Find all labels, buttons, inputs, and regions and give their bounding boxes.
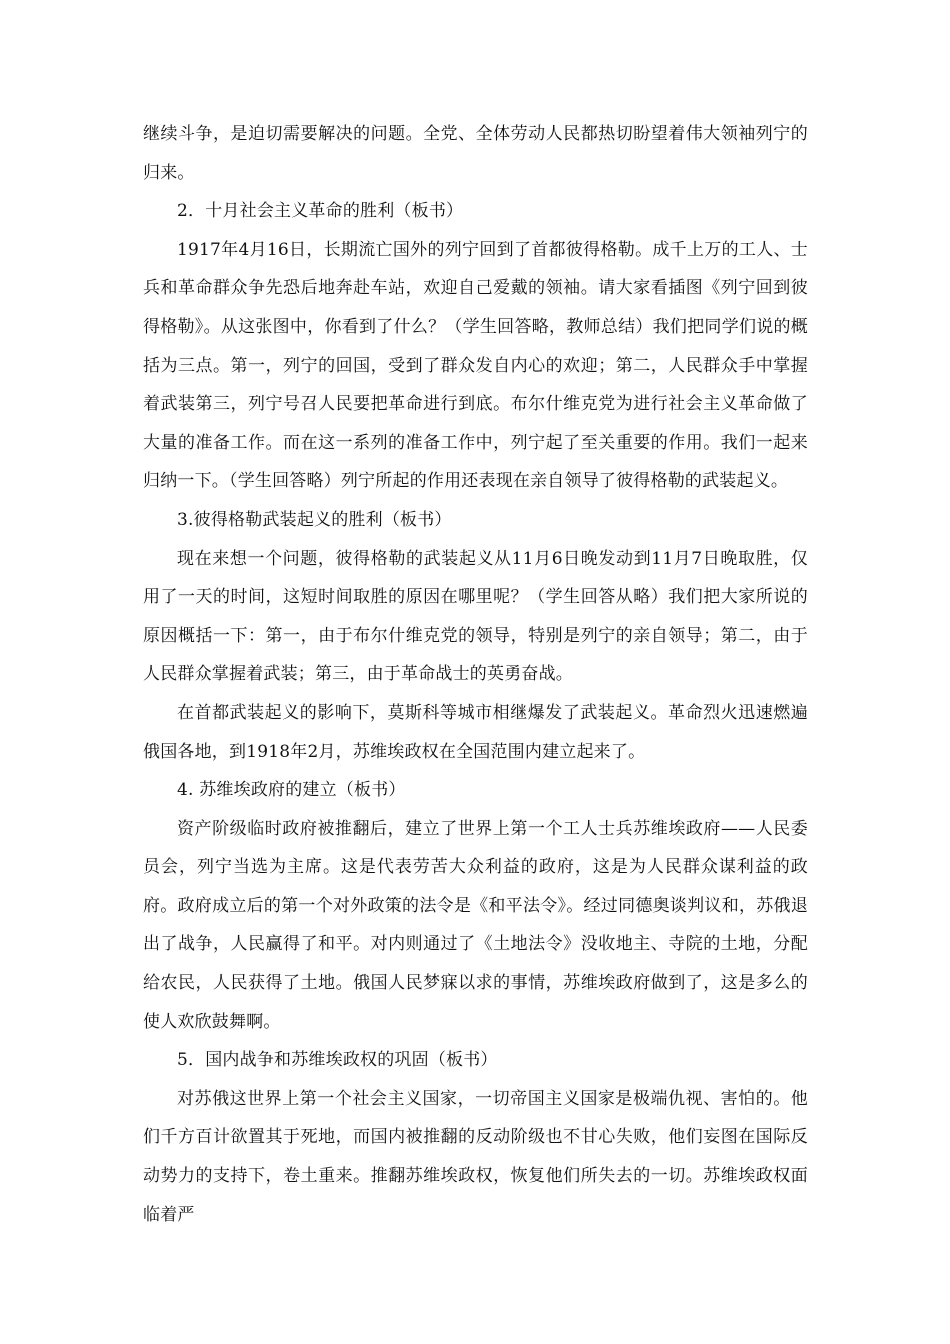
paragraph-soviet-government: 资产阶级临时政府被推翻后，建立了世界上第一个工人士兵苏维埃政府——人民委员会，列宁当选为主席。这是代表劳苦大众利益的政府，这是为人民群众谋利益的政府。政府成立后的第一个对外政策的法令是《和平法令》。经过同德奥谈判议和，苏俄退出了战争，人民赢得了和平。对内则通过了《土地法令》没收地主、寺院的土地，分配给农民，人民获得了土地。俄国人民梦寐以求的事情，苏维埃政府做到了，这是多么的使人欢欣鼓舞啊。	[143, 818, 808, 1032]
document-body	[143, 115, 808, 1234]
paragraph-civil-war: 对苏俄这世界上第一个社会主义国家，一切帝国主义国家是极端仇视、害怕的。他们千方百计欲置其于死地，而国内被推翻的反动阶级也不甘心失败，他们妄图在国际反动势力的支持下，卷土重来。推翻苏维埃政权，恢复他们所失去的一切。苏维埃政权面临着严	[143, 1088, 808, 1225]
section-heading-5: 5．国内战争和苏维埃政权的巩固（板书）	[177, 1050, 498, 1071]
paragraph-moscow-uprising: 在首都武装起义的影响下，莫斯科等城市相继爆发了武装起义。革命烈火迅速燃遍俄国各地，到1918年2月，苏维埃政权在全国范围内建立起来了。	[143, 702, 808, 762]
section-heading-3: 3.彼得格勒武装起义的胜利（板书）	[177, 509, 452, 530]
paragraph-continuation: 继续斗争，是迫切需要解决的问题。全党、全体劳动人民都热切盼望着伟大领袖列宁的归来。	[143, 124, 808, 183]
paragraph-lenin-return: 1917年4月16日，长期流亡国外的列宁回到了首都彼得格勒。成千上万的工人、士兵和革命群众争先恐后地奔赴车站，欢迎自己爱戴的领袖。请大家看插图《列宁回到彼得格勒》。从这张图中，你看到了什么？（学生回答略，教师总结）我们把同学们说的概括为三点。第一，列宁的回国，受到了群众发自内心的欢迎；第二，人民群众手中掌握着武装第三，列宁号召人民要把革命进行到底。布尔什维克党为进行社会主义革命做了大量的准备工作。而在这一系列的准备工作中，列宁起了至关重要的作用。我们一起来归纳一下。（学生回答略）列宁所起的作用还表现在亲自领导了彼得格勒的武装起义。	[143, 239, 808, 492]
section-heading-2: 2．十月社会主义革命的胜利（板书）	[177, 201, 464, 222]
paragraph-uprising-reasons: 现在来想一个问题，彼得格勒的武装起义从11月6日晚发动到11月7日晚取胜，仅用了一天的时间，这短时间取胜的原因在哪里呢？（学生回答从略）我们把大家所说的原因概括一下：第一，由于布尔什维克党的领导，特别是列宁的亲自领导；第二，由于人民群众掌握着武装；第三，由于革命战士的英勇奋战。	[143, 548, 808, 685]
section-heading-4: 4. 苏维埃政府的建立（板书）	[177, 780, 406, 801]
